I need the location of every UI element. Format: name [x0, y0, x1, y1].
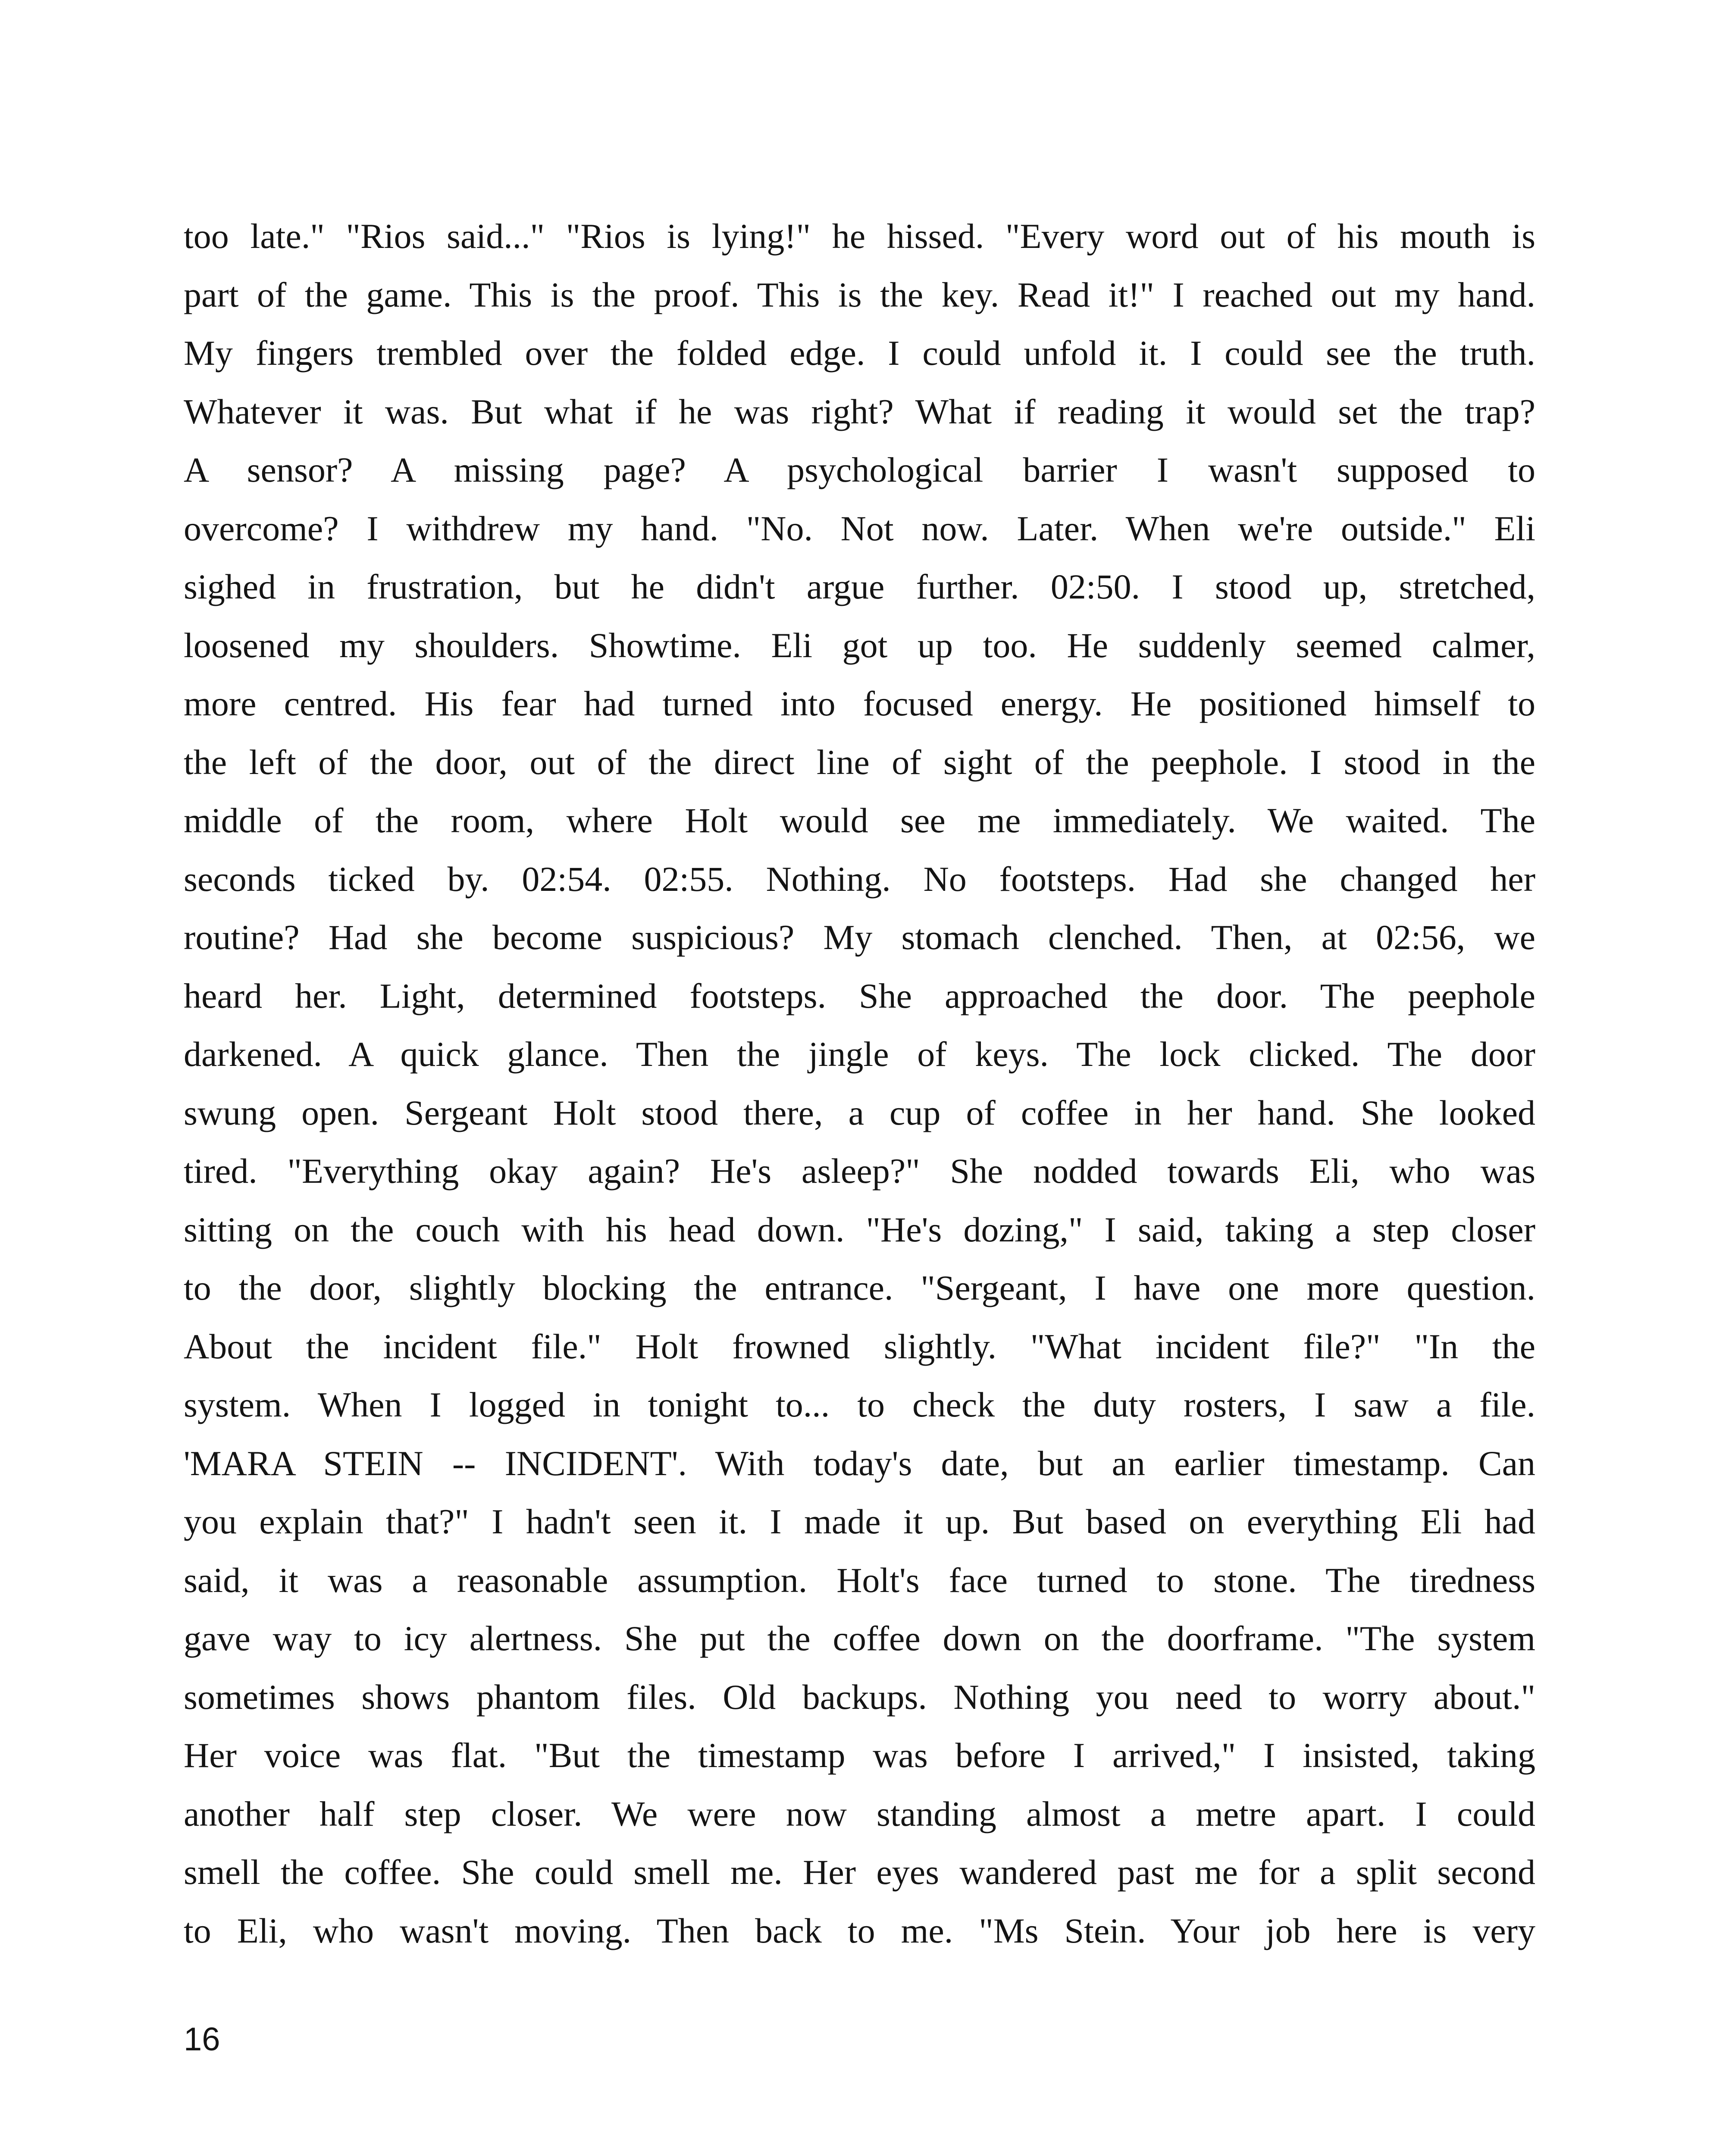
text-line: Her voice was flat. "But the timestamp was before I arrived," I insisted, taking	[184, 1736, 1535, 1775]
text-line: part of the game. This is the proof. This is the key. Read it!" I reached out my hand.	[184, 275, 1535, 314]
text-line: sitting on the couch with his head down. "He's dozing," I said, taking a step closer	[184, 1210, 1535, 1249]
text-line: more centred. His fear had turned into focused energy. He positioned himself to	[184, 684, 1535, 723]
text-line: seconds ticked by. 02:54. 02:55. Nothing. No footsteps. Had she changed her	[184, 859, 1535, 899]
text-line: to Eli, who wasn't moving. Then back to me. "Ms Stein. Your job here is very	[184, 1911, 1535, 1950]
text-line: tired. "Everything okay again? He's asleep?" She nodded towards Eli, who was	[184, 1151, 1535, 1191]
text-line: A sensor? A missing page? A psychological barrier I wasn't supposed to	[184, 450, 1535, 489]
text-line: My fingers trembled over the folded edge. I could unfold it. I could see the truth.	[184, 333, 1535, 373]
text-line: routine? Had she become suspicious? My stomach clenched. Then, at 02:56, we	[184, 918, 1535, 957]
text-line: darkened. A quick glance. Then the jingle of keys. The lock clicked. The door	[184, 1034, 1535, 1074]
text-line: gave way to icy alertness. She put the coffee down on the doorframe. "The system	[184, 1619, 1535, 1658]
text-line: too late." "Rios said..." "Rios is lying!" he hissed. "Every word out of his mouth is	[184, 216, 1535, 256]
text-line: About the incident file." Holt frowned slightly. "What incident file?" "In the	[184, 1326, 1535, 1366]
text-line: swung open. Sergeant Holt stood there, a cup of coffee in her hand. She looked	[184, 1093, 1535, 1132]
text-line: to the door, slightly blocking the entrance. "Sergeant, I have one more question.	[184, 1268, 1535, 1307]
page-number: 16	[184, 2021, 220, 2058]
text-line: said, it was a reasonable assumption. Holt's face turned to stone. The tiredness	[184, 1560, 1535, 1600]
text-line: smell the coffee. She could smell me. Her eyes wandered past me for a split second	[184, 1852, 1535, 1892]
text-line: another half step closer. We were now standing almost a metre apart. I could	[184, 1794, 1535, 1833]
text-line: 'MARA STEIN -- INCIDENT'. With today's date, but an earlier timestamp. Can	[184, 1443, 1535, 1483]
text-line: you explain that?" I hadn't seen it. I made it up. But based on everything Eli had	[184, 1502, 1535, 1541]
text-line: sometimes shows phantom files. Old backups. Nothing you need to worry about."	[184, 1677, 1535, 1717]
text-line: the left of the door, out of the direct line of sight of the peephole. I stood in the	[184, 742, 1535, 782]
text-line: sighed in frustration, but he didn't argue further. 02:50. I stood up, stretched,	[184, 567, 1535, 606]
text-line: overcome? I withdrew my hand. "No. Not now. Later. When we're outside." Eli	[184, 508, 1535, 548]
body-text	[184, 207, 1535, 1960]
text-line: middle of the room, where Holt would see me immediately. We waited. The	[184, 801, 1535, 840]
text-line: Whatever it was. But what if he was right? What if reading it would set the trap?	[184, 392, 1535, 431]
text-line: loosened my shoulders. Showtime. Eli got up too. He suddenly seemed calmer,	[184, 625, 1535, 665]
text-line: system. When I logged in tonight to... to check the duty rosters, I saw a file.	[184, 1385, 1535, 1424]
text-line: heard her. Light, determined footsteps. She approached the door. The peephole	[184, 976, 1535, 1015]
